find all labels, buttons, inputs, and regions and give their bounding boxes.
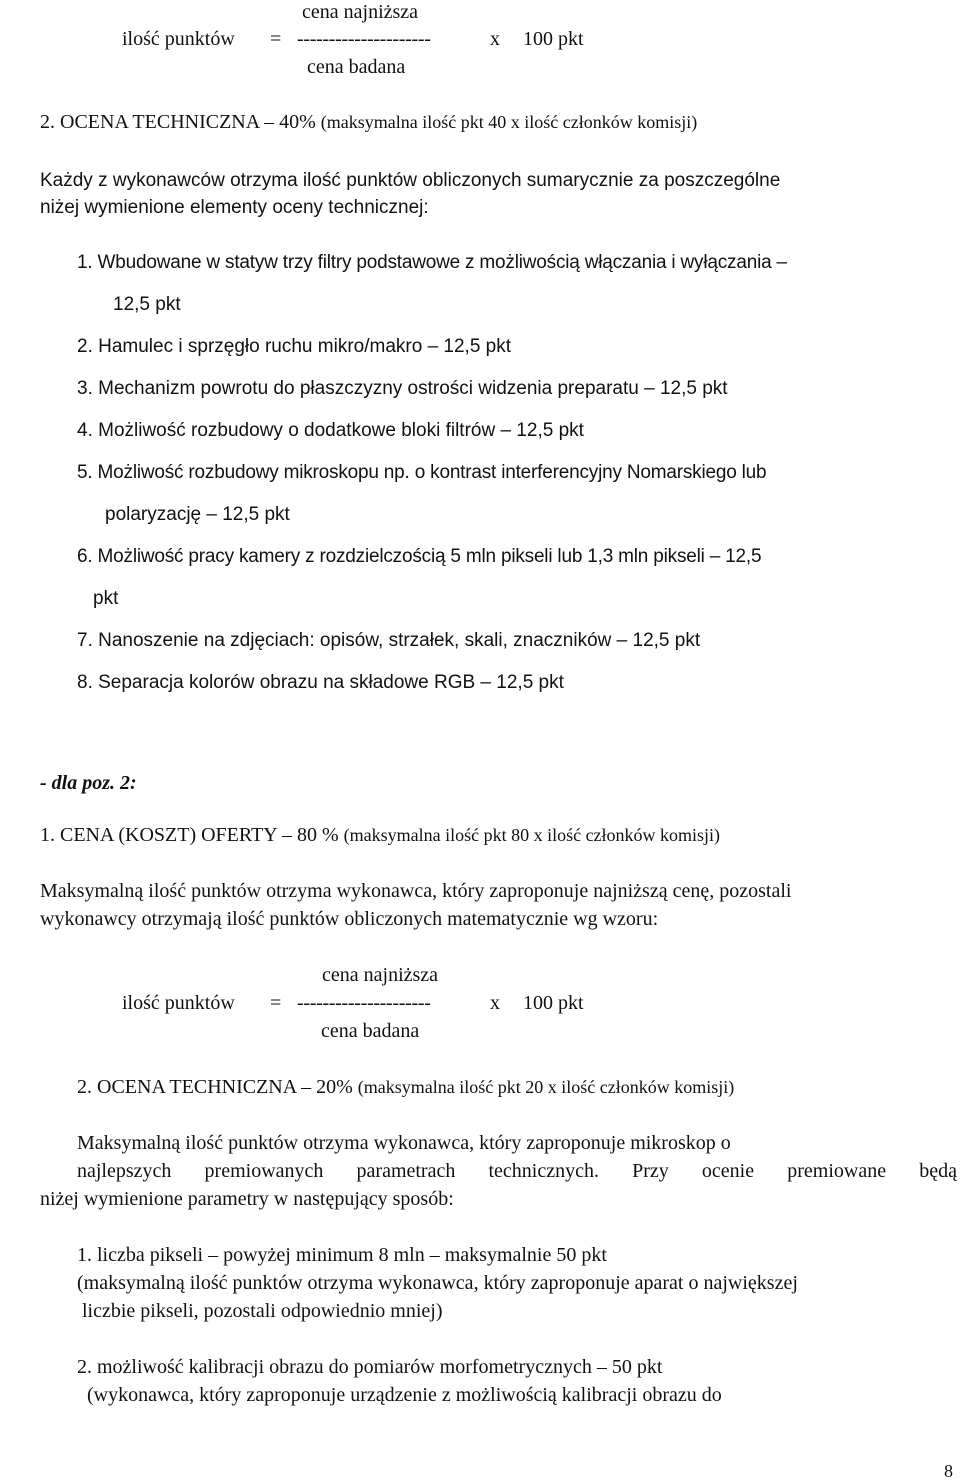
section-heading-poz2: - dla poz. 2: — [40, 772, 137, 794]
formula-lhs: ilość punktów — [122, 28, 235, 50]
formula2-times: x — [490, 992, 500, 1014]
formula2-lhs: ilość punktów — [122, 992, 235, 1014]
formula-max: 100 pkt — [523, 28, 584, 50]
param1-line3: liczbie pikseli, pozostali odpowiednio mniej) — [82, 1300, 443, 1322]
cena-text-line1: Maksymalną ilość punktów otrzyma wykonawca, który zaproponuje najniższą cenę, pozostali — [40, 880, 792, 902]
param2-line2: (wykonawca, który zaproponuje urządzenie z możliwością kalibracji obrazu do — [87, 1384, 722, 1406]
tech2-text-line2: najlepszych premiowanych parametrach technicznych. Przy ocenie premiowane będą — [77, 1160, 957, 1182]
formula2-dashes: --------------------- — [297, 992, 431, 1014]
tech-heading: 2. OCENA TECHNICZNA – 40% (maksymalna ilość pkt 40 x ilość członków komisji) — [40, 111, 698, 133]
tech-item-5-points: polaryzację – 12,5 pkt — [105, 504, 290, 525]
tech2-text-line3: niżej wymienione parametry w następujący sposób: — [40, 1188, 454, 1210]
formula2-max: 100 pkt — [523, 992, 584, 1014]
tech2-heading: 2. OCENA TECHNICZNA – 20% (maksymalna ilość pkt 20 x ilość członków komisji) — [77, 1076, 735, 1098]
param1-line1: 1. liczba pikseli – powyżej minimum 8 mln – maksymalnie 50 pkt — [77, 1244, 607, 1266]
formula-numerator: cena najniższa — [302, 1, 419, 23]
formula-dashes: --------------------- — [297, 28, 431, 50]
tech-item-8: 8. Separacja kolorów obrazu na składowe RGB – 12,5 pkt — [77, 672, 564, 693]
formula-equals: = — [270, 28, 282, 50]
formula-denominator: cena badana — [307, 56, 406, 78]
tech-item-4: 4. Możliwość rozbudowy o dodatkowe bloki filtrów – 12,5 pkt — [77, 420, 584, 441]
tech-intro-line2: niżej wymienione elementy oceny technicznej: — [40, 197, 429, 218]
tech-item-6-points: pkt — [93, 588, 119, 609]
cena-heading: 1. CENA (KOSZT) OFERTY – 80 % (maksymalna ilość pkt 80 x ilość członków komisji) — [40, 824, 721, 846]
cena-text-line2: wykonawcy otrzymają ilość punktów obliczonych matematycznie wg wzoru: — [40, 908, 659, 930]
tech-item-6: 6. Możliwość pracy kamery z rozdzielczością 5 mln pikseli lub 1,3 mln pikseli – 12,5 — [77, 546, 762, 567]
formula2-equals: = — [270, 992, 282, 1014]
page-number: 8 — [944, 1461, 953, 1481]
tech-item-1: 1. Wbudowane w statyw trzy filtry podstawowe z możliwością włączania i wyłączania – — [77, 252, 787, 273]
param1-line2: (maksymalną ilość punktów otrzyma wykonawca, który zaproponuje aparat o największej — [77, 1272, 798, 1294]
formula2-numerator: cena najniższa — [322, 964, 439, 986]
param2-line1: 2. możliwość kalibracji obrazu do pomiarów morfometrycznych – 50 pkt — [77, 1356, 663, 1378]
tech-item-3: 3. Mechanizm powrotu do płaszczyzny ostrości widzenia preparatu – 12,5 pkt — [77, 378, 728, 399]
formula-times: x — [490, 28, 500, 50]
tech2-text-line1: Maksymalną ilość punktów otrzyma wykonawca, który zaproponuje mikroskop o — [77, 1132, 731, 1154]
tech-item-1-points: 12,5 pkt — [113, 294, 181, 315]
tech-intro-line1: Każdy z wykonawców otrzyma ilość punktów obliczonych sumarycznie za poszczególne — [40, 170, 781, 191]
formula2-denominator: cena badana — [321, 1020, 420, 1042]
tech-item-7: 7. Nanoszenie na zdjęciach: opisów, strzałek, skali, znaczników – 12,5 pkt — [77, 630, 701, 651]
tech-item-5: 5. Możliwość rozbudowy mikroskopu np. o kontrast interferencyjny Nomarskiego lub — [77, 462, 767, 483]
tech-item-2: 2. Hamulec i sprzęgło ruchu mikro/makro – 12,5 pkt — [77, 336, 512, 357]
